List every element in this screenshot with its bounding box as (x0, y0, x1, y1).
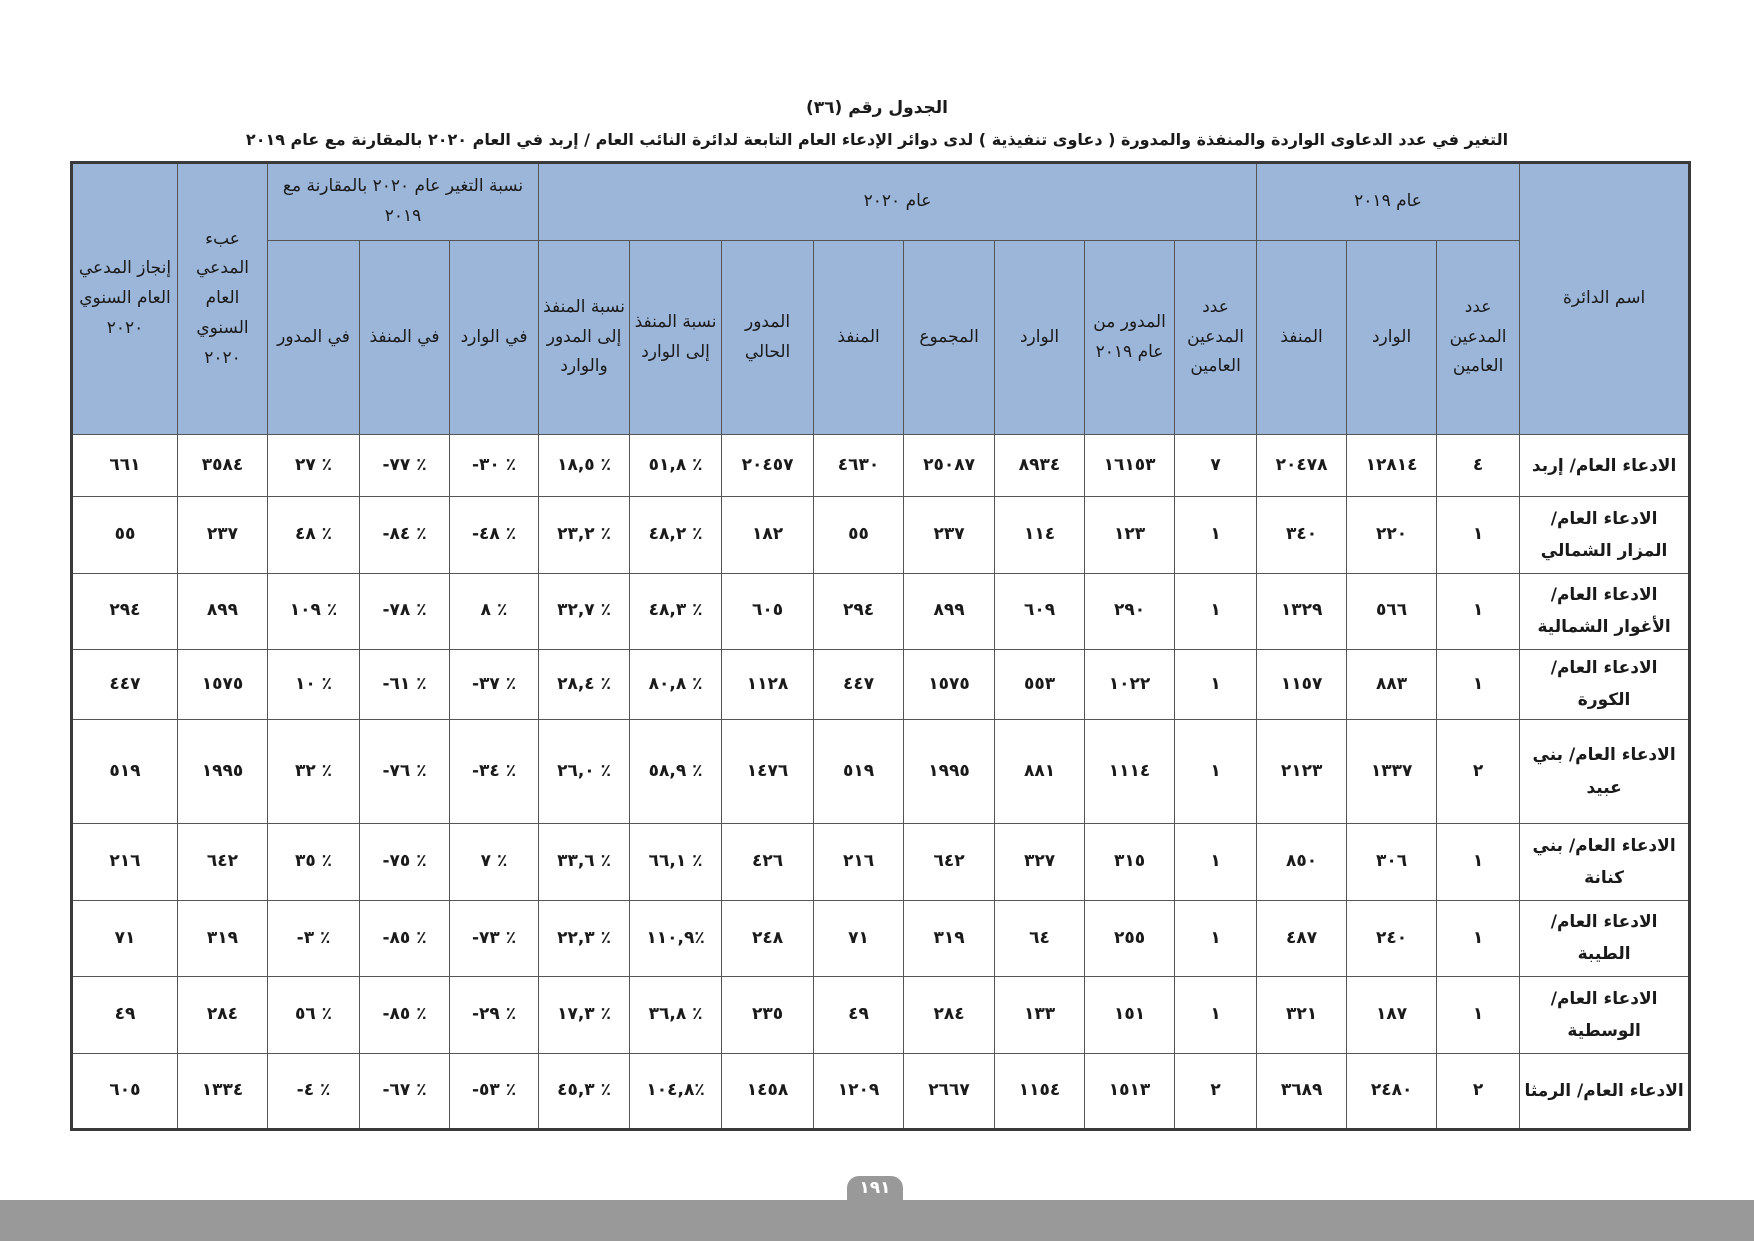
table-row (72, 573, 1690, 649)
cell-y20-current: ١١٢٨ (722, 650, 814, 720)
cell-name: الادعاء العام/ إربد (1520, 435, 1690, 497)
cell-burden: ٣٥٨٤ (178, 435, 268, 497)
cell-y20-executed: ٥٥ (814, 497, 904, 573)
cell-y20-incoming: ٦٤ (995, 900, 1085, 976)
cell-ch-executed: ٪ ٨٥- (360, 977, 450, 1053)
cell-ch-incoming: ٪ ٨ (450, 573, 539, 649)
data-table (70, 161, 1691, 1131)
cell-y20-carried: ١٥١ (1085, 977, 1175, 1053)
header-ratio-total: نسبة المنفذ إلى المدور والوارد (539, 241, 630, 435)
cell-burden: ١٥٧٥ (178, 650, 268, 720)
cell-y20-carried: ١٥١٣ (1085, 1053, 1175, 1129)
cell-y20-executed: ٤٦٣٠ (814, 435, 904, 497)
cell-achievement: ٥١٩ (72, 719, 178, 824)
cell-ch-incoming: ٪ ٥٣- (450, 1053, 539, 1129)
cell-ch-incoming: ٪ ٣٧- (450, 650, 539, 720)
cell-ch-incoming: ٪ ٧٣- (450, 900, 539, 976)
cell-ratio-total: ٪ ١٨,٥ (539, 435, 630, 497)
cell-ch-carried: ٪ ٤- (268, 1053, 360, 1129)
cell-y20-carried: ٢٩٠ (1085, 573, 1175, 649)
cell-y20-prosecutors: ١ (1175, 719, 1257, 824)
cell-y19-executed: ١١٥٧ (1257, 650, 1347, 720)
table-title: الجدول رقم (٣٦) (805, 98, 948, 118)
cell-ratio-incoming: ٪ ٥١,٨ (630, 435, 722, 497)
cell-y19-incoming: ٨٨٣ (1347, 650, 1437, 720)
cell-achievement: ٥٥ (72, 497, 178, 573)
cell-y20-current: ٢٤٨ (722, 900, 814, 976)
cell-ch-executed: ٪ ٧٧- (360, 435, 450, 497)
cell-burden: ٢٨٤ (178, 977, 268, 1053)
cell-ratio-incoming: ٪ ٣٦,٨ (630, 977, 722, 1053)
cell-y19-incoming: ١٢٨١٤ (1347, 435, 1437, 497)
cell-y20-incoming: ١١٤ (995, 497, 1085, 573)
header-change: نسبة التغير عام ٢٠٢٠ بالمقارنة مع ٢٠١٩ (268, 163, 539, 241)
cell-y20-current: ١٤٥٨ (722, 1053, 814, 1129)
cell-y20-incoming: ٨٨١ (995, 719, 1085, 824)
header-y20-current: المدور الحالي (722, 241, 814, 435)
table-row (72, 435, 1690, 497)
cell-name: الادعاء العام/ بني كنانة (1520, 824, 1690, 900)
cell-y20-carried: ١٦١٥٣ (1085, 435, 1175, 497)
cell-y20-carried: ١١١٤ (1085, 719, 1175, 824)
cell-y20-current: ١٨٢ (722, 497, 814, 573)
cell-ch-carried: ٪ ٣٢ (268, 719, 360, 824)
cell-y19-incoming: ٣٠٦ (1347, 824, 1437, 900)
cell-y19-incoming: ٢٢٠ (1347, 497, 1437, 573)
cell-burden: ١٩٩٥ (178, 719, 268, 824)
cell-y20-executed: ٤٩ (814, 977, 904, 1053)
cell-y20-incoming: ٥٥٣ (995, 650, 1085, 720)
cell-ch-carried: ٪ ٣- (268, 900, 360, 976)
cell-achievement: ٢٩٤ (72, 573, 178, 649)
cell-y20-prosecutors: ١ (1175, 650, 1257, 720)
cell-y20-prosecutors: ١ (1175, 977, 1257, 1053)
table-row (72, 497, 1690, 573)
cell-y20-current: ٤٢٦ (722, 824, 814, 900)
cell-y20-executed: ١٢٠٩ (814, 1053, 904, 1129)
page-number: ١٩١ (859, 1178, 891, 1198)
table-subtitle: التغير في عدد الدعاوى الواردة والمنفذة والمدورة ( دعاوى تنفيذية ) لدى دوائر الإدعاء العام التابعة لدائرة النائب العام / إربد في العام ٢٠٢٠ بالمقارنة مع عام ٢٠١٩ (245, 130, 1509, 149)
cell-y19-prosecutors: ٢ (1437, 1053, 1520, 1129)
cell-achievement: ٤٩ (72, 977, 178, 1053)
header-y20-executed: المنفذ (814, 241, 904, 435)
cell-ratio-total: ٪ ٣٢,٧ (539, 573, 630, 649)
cell-name: الادعاء العام/ الرمثا (1520, 1053, 1690, 1129)
cell-y20-total: ٨٩٩ (904, 573, 995, 649)
cell-y19-prosecutors: ٤ (1437, 435, 1520, 497)
cell-y19-executed: ١٣٢٩ (1257, 573, 1347, 649)
table-row (72, 650, 1690, 720)
header-y20-total: المجموع (904, 241, 995, 435)
cell-achievement: ٧١ (72, 900, 178, 976)
cell-y20-incoming: ٣٢٧ (995, 824, 1085, 900)
cell-y20-executed: ٧١ (814, 900, 904, 976)
cell-y19-executed: ٤٨٧ (1257, 900, 1347, 976)
cell-y19-prosecutors: ١ (1437, 900, 1520, 976)
cell-y19-incoming: ٢٤٨٠ (1347, 1053, 1437, 1129)
cell-y19-prosecutors: ١ (1437, 824, 1520, 900)
cell-y20-current: ٢٠٤٥٧ (722, 435, 814, 497)
cell-y19-executed: ٣٦٨٩ (1257, 1053, 1347, 1129)
header-change-carried: في المدور (268, 241, 360, 435)
cell-y20-executed: ٥١٩ (814, 719, 904, 824)
cell-ratio-total: ٪ ٢٢,٣ (539, 900, 630, 976)
header-y20-prosecutors: عدد المدعين العامين (1175, 241, 1257, 435)
cell-ch-incoming: ٪ ٣٠- (450, 435, 539, 497)
cell-y20-total: ١٩٩٥ (904, 719, 995, 824)
cell-burden: ٦٤٢ (178, 824, 268, 900)
header-y20-carried: المدور من عام ٢٠١٩ (1085, 241, 1175, 435)
cell-ch-carried: ٪ ٢٧ (268, 435, 360, 497)
cell-name: الادعاء العام/ الطيبة (1520, 900, 1690, 976)
cell-achievement: ٦٠٥ (72, 1053, 178, 1129)
cell-ch-carried: ٪ ٥٦ (268, 977, 360, 1053)
cell-achievement: ٤٤٧ (72, 650, 178, 720)
cell-y19-prosecutors: ٢ (1437, 719, 1520, 824)
cell-y19-incoming: ٢٤٠ (1347, 900, 1437, 976)
cell-name: الادعاء العام/ بني عبيد (1520, 719, 1690, 824)
cell-y20-current: ٢٣٥ (722, 977, 814, 1053)
cell-ratio-total: ٪ ١٧,٣ (539, 977, 630, 1053)
cell-ch-executed: ٪ ٧٨- (360, 573, 450, 649)
cell-ch-carried: ٪ ٤٨ (268, 497, 360, 573)
cell-burden: ٣١٩ (178, 900, 268, 976)
cell-achievement: ٢١٦ (72, 824, 178, 900)
cell-ch-incoming: ٪ ٤٨- (450, 497, 539, 573)
cell-y20-prosecutors: ٢ (1175, 1053, 1257, 1129)
cell-ratio-incoming: ٪ ٦٦,١ (630, 824, 722, 900)
cell-y20-carried: ١٠٢٢ (1085, 650, 1175, 720)
cell-ch-incoming: ٪ ٢٩- (450, 977, 539, 1053)
cell-ratio-incoming: ٪١١٠,٩ (630, 900, 722, 976)
cell-y20-prosecutors: ١ (1175, 573, 1257, 649)
cell-ch-executed: ٪ ٧٥- (360, 824, 450, 900)
cell-ratio-incoming: ٪ ٤٨,٢ (630, 497, 722, 573)
cell-ratio-total: ٪ ٣٣,٦ (539, 824, 630, 900)
cell-y19-executed: ٢١٢٣ (1257, 719, 1347, 824)
cell-y20-prosecutors: ١ (1175, 497, 1257, 573)
cell-y20-incoming: ٨٩٣٤ (995, 435, 1085, 497)
header-y19-prosecutors: عدد المدعين العامين (1437, 241, 1520, 435)
cell-y20-prosecutors: ٧ (1175, 435, 1257, 497)
header-change-incoming: في الوارد (450, 241, 539, 435)
cell-y20-current: ٦٠٥ (722, 573, 814, 649)
cell-y20-current: ١٤٧٦ (722, 719, 814, 824)
cell-ch-executed: ٪ ٨٤- (360, 497, 450, 573)
cell-y20-total: ٢٨٤ (904, 977, 995, 1053)
table-body (72, 435, 1690, 1130)
cell-name: الادعاء العام/ الوسطية (1520, 977, 1690, 1053)
header-ratio-incoming: نسبة المنفذ إلى الوارد (630, 241, 722, 435)
table-row (72, 900, 1690, 976)
cell-ratio-total: ٪ ٢٦,٠ (539, 719, 630, 824)
cell-ratio-total: ٪ ٤٥,٣ (539, 1053, 630, 1129)
cell-y19-prosecutors: ١ (1437, 497, 1520, 573)
cell-ratio-incoming: ٪ ٥٨,٩ (630, 719, 722, 824)
cell-y20-total: ٢٣٧ (904, 497, 995, 573)
cell-y20-executed: ٢١٦ (814, 824, 904, 900)
cell-achievement: ٦٦١ (72, 435, 178, 497)
cell-ch-carried: ٪ ١٠٩ (268, 573, 360, 649)
cell-burden: ١٣٣٤ (178, 1053, 268, 1129)
table-row (72, 977, 1690, 1053)
cell-y19-incoming: ٥٦٦ (1347, 573, 1437, 649)
cell-burden: ٨٩٩ (178, 573, 268, 649)
cell-y20-total: ٢٥٠٨٧ (904, 435, 995, 497)
header-y19-executed: المنفذ (1257, 241, 1347, 435)
cell-ch-carried: ٪ ١٠ (268, 650, 360, 720)
cell-y19-incoming: ١٣٣٧ (1347, 719, 1437, 824)
cell-ch-executed: ٪ ٧٦- (360, 719, 450, 824)
cell-name: الادعاء العام/ الأغوار الشمالية (1520, 573, 1690, 649)
cell-y19-executed: ٢٠٤٧٨ (1257, 435, 1347, 497)
cell-y19-executed: ٣٢١ (1257, 977, 1347, 1053)
header-change-executed: في المنفذ (360, 241, 450, 435)
cell-ch-executed: ٪ ٦١- (360, 650, 450, 720)
cell-ratio-incoming: ٪ ٨٠,٨ (630, 650, 722, 720)
cell-y19-executed: ٨٥٠ (1257, 824, 1347, 900)
header-year-2020: عام ٢٠٢٠ (539, 163, 1257, 241)
cell-name: الادعاء العام/ المزار الشمالي (1520, 497, 1690, 573)
cell-y19-prosecutors: ١ (1437, 573, 1520, 649)
header-y19-incoming: الوارد (1347, 241, 1437, 435)
cell-y19-incoming: ١٨٧ (1347, 977, 1437, 1053)
cell-y20-incoming: ١٣٣ (995, 977, 1085, 1053)
cell-name: الادعاء العام/ الكورة (1520, 650, 1690, 720)
table-row (72, 719, 1690, 824)
cell-ratio-incoming: ٪١٠٤,٨ (630, 1053, 722, 1129)
cell-y20-carried: ١٢٣ (1085, 497, 1175, 573)
cell-ch-executed: ٪ ٦٧- (360, 1053, 450, 1129)
header-year-2019: عام ٢٠١٩ (1257, 163, 1520, 241)
cell-y20-total: ١٥٧٥ (904, 650, 995, 720)
cell-ratio-incoming: ٪ ٤٨,٣ (630, 573, 722, 649)
header-burden: عبء المدعي العام السنوي ٢٠٢٠ (178, 163, 268, 435)
cell-ch-executed: ٪ ٨٥- (360, 900, 450, 976)
footer-bar (0, 1200, 1754, 1241)
cell-ch-incoming: ٪ ٣٤- (450, 719, 539, 824)
cell-y20-carried: ٢٥٥ (1085, 900, 1175, 976)
cell-y20-executed: ٤٤٧ (814, 650, 904, 720)
cell-y19-executed: ٣٤٠ (1257, 497, 1347, 573)
cell-y19-prosecutors: ١ (1437, 977, 1520, 1053)
cell-y20-carried: ٣١٥ (1085, 824, 1175, 900)
cell-ratio-total: ٪ ٢٣,٢ (539, 497, 630, 573)
table-row (72, 1053, 1690, 1129)
cell-burden: ٢٣٧ (178, 497, 268, 573)
cell-y20-total: ٣١٩ (904, 900, 995, 976)
cell-y19-prosecutors: ١ (1437, 650, 1520, 720)
cell-y20-incoming: ٦٠٩ (995, 573, 1085, 649)
cell-y20-total: ٦٤٢ (904, 824, 995, 900)
cell-ratio-total: ٪ ٢٨,٤ (539, 650, 630, 720)
cell-y20-prosecutors: ١ (1175, 824, 1257, 900)
table-row (72, 824, 1690, 900)
cell-ch-carried: ٪ ٣٥ (268, 824, 360, 900)
cell-ch-incoming: ٪ ٧ (450, 824, 539, 900)
cell-y20-total: ٢٦٦٧ (904, 1053, 995, 1129)
cell-y20-prosecutors: ١ (1175, 900, 1257, 976)
header-y20-incoming: الوارد (995, 241, 1085, 435)
cell-y20-executed: ٢٩٤ (814, 573, 904, 649)
header-name: اسم الدائرة (1520, 163, 1690, 435)
cell-y20-incoming: ١١٥٤ (995, 1053, 1085, 1129)
header-achievement: إنجاز المدعي العام السنوي ٢٠٢٠ (72, 163, 178, 435)
